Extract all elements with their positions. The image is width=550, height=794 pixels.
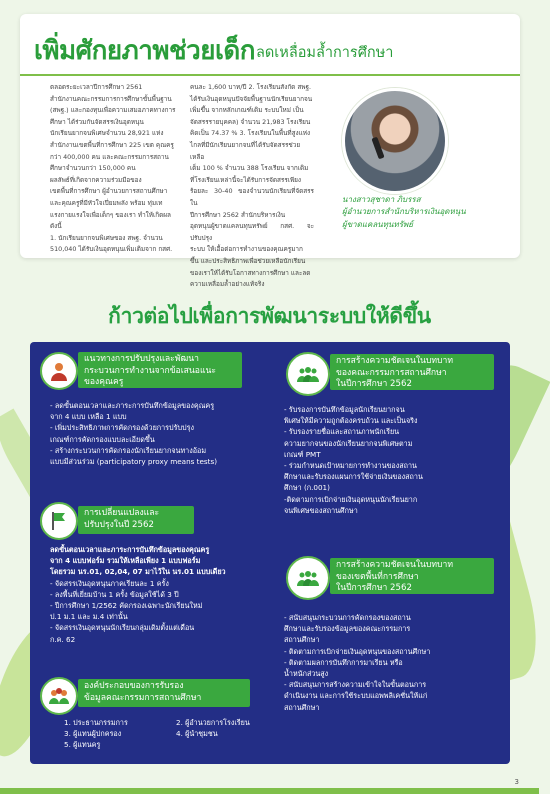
banner-line: ของเขตพื้นที่การศึกษา: [336, 571, 419, 582]
list-item: - จัดสรรเงินอุดหนุนภาคเรียนละ 1 ครั้ง: [50, 578, 169, 588]
committee-title: [78, 679, 250, 707]
banner-line: การเปลี่ยนแปลงและ: [84, 508, 160, 518]
list-item: ศึกษา (ก.001): [284, 483, 330, 493]
article-line: ศึกษาจำนวนกว่า 150,000 คน: [50, 164, 136, 173]
article-line: ปีการศึกษา 2562 สำนักบริหารเงิน: [190, 210, 286, 219]
list-item: - ติดตามการเบิกจ่ายเงินอุดหนุนของสถานศึกษา: [284, 646, 431, 656]
article-line: สำนักงานเขตพื้นที่การศึกษา 225 เขต คุณครู: [50, 140, 174, 149]
committee-list: [64, 717, 250, 751]
article-line: กว่า 400,000 คน และคณะกรรมการสถาน: [50, 152, 169, 161]
article-line: เพิ่มขึ้น จากหลักเกณฑ์เดิม ระบบใหม่ เป็น: [190, 106, 304, 115]
list-item: - สร้างกระบวนการคัดกรองนักเรียนยากจนทางอ้อม: [50, 445, 207, 455]
list-item: 3. ผู้แทนผู้ปกครอง 4. ผู้นำชุมชน: [64, 729, 218, 739]
list-item: - สนับสนุนการสร้างความเข้าใจในขั้นตอนการ: [284, 680, 427, 690]
banner-line: ข้อมูลคณะกรรมการสถานศึกษา: [84, 692, 202, 703]
list-item: - ปีการศึกษา 1/2562 คัดกรองเฉพาะนักเรียนใหม่: [50, 601, 203, 611]
list-item: แบบมีส่วนร่วม (participatory proxy means tests): [50, 457, 218, 467]
list-item: เกณฑ์การคัดกรองแบบละเอียดขึ้น: [50, 434, 155, 444]
banner-line: องค์ประกอบของการรับรอง: [84, 681, 184, 691]
banner-line: ในปีการศึกษา 2562: [336, 583, 412, 593]
article-line: 510,040 ได้รับเงินอุดหนุนเพิ่มเติมจาก กสศ.: [50, 245, 173, 254]
list-item: สถานศึกษา: [284, 635, 320, 645]
article-line: ของเราให้ได้รับโอกาสทางการศึกษา และลด: [190, 268, 311, 277]
article-column-2: [190, 82, 314, 291]
roles-committee-list: [284, 404, 423, 516]
article-card: [20, 14, 520, 289]
list-item: ดำเนินงาน และการใช้ระบบแอพพลิเคชั่นให้แก่: [284, 691, 428, 701]
article-line: คิดเป็น 74.37 % 3. โรงเรียนในพื้นที่สูงแห่ง: [190, 129, 311, 138]
banner-line: แนวทางการปรับปรุงและพัฒนา: [84, 354, 199, 364]
article-line: ดังนี้: [50, 222, 62, 231]
banner-line: ของคณะกรรมการสถานศึกษา: [336, 367, 447, 378]
article-column-1: [50, 82, 180, 256]
roles-area-list: [284, 612, 430, 713]
info-panel: [30, 342, 510, 764]
team-icon: [40, 677, 78, 715]
roles-area-title: [330, 558, 494, 594]
list-item: - ติดตามผลการบันทึกการมาเรียน หรือ: [284, 657, 403, 667]
list-item: 5. ผู้แทนครู: [64, 740, 101, 750]
banner-line: ของคุณครู: [84, 377, 124, 387]
article-line: นักเรียนยากจนพิเศษจำนวน 28,921 แห่ง: [50, 129, 164, 138]
article-line: ระบบ ให้เอื้อต่อการทำงานของคุณครูมาก: [190, 245, 303, 254]
section-title: ก้าวต่อไปเพื่อการพัฒนาระบบให้ดีขึ้น: [108, 304, 431, 328]
list-item: ความยากจนของนักเรียนยากจนพิเศษตาม: [284, 438, 413, 448]
page-title: เพิ่มศักยภาพช่วยเด็ก: [34, 36, 256, 66]
article-line: เต็ม 100 % จำนวน 388 โรงเรียน จากเดิม: [190, 164, 309, 173]
group-icon: [286, 556, 330, 600]
caption-role: ผู้อำนวยการสำนักบริหารเงินอุดหนุน: [342, 207, 466, 217]
list-item: จนพิเศษของสถานศึกษา: [284, 505, 358, 515]
list-item: - รับรองรายชื่อและสถานภาพนักเรียน: [284, 427, 400, 437]
list-item: 1. ประธานกรรมการ 2. ผู้อำนวยการโรงเรียน: [64, 718, 250, 727]
page-subtitle: ลดเหลื่อมล้ำการศึกษา: [256, 45, 394, 61]
article-line: จัดสรรรายบุคคล) จำนวน 21,983 โรงเรียน: [190, 117, 311, 126]
footer-bar: [0, 788, 539, 794]
banner-line: กระบวนการทำงานจากข้อเสนอแนะ: [84, 365, 216, 376]
article-line: ผลลัพธ์ที่เกิดจากความร่วมมือของ: [50, 175, 142, 184]
article-line: ไกลที่มีนักเรียนยากจนที่ได้รับจัดสรรช่วยเหลือ: [190, 140, 301, 161]
list-item: สถานศึกษา: [284, 702, 320, 712]
changes-list: [50, 544, 226, 645]
list-item: ก.ค. 62: [50, 634, 76, 644]
banner-line: การสร้างความชัดเจนในบทบาท: [336, 356, 453, 366]
teacher-icon: [40, 352, 78, 390]
portrait-caption: [342, 194, 512, 231]
list-item: ป.1 ม.1 และ ม.4 เท่านั้น: [50, 612, 128, 622]
page-number: 3: [514, 778, 519, 786]
article-line: ร้อยละ 30-40 ของจำนวนนักเรียนที่จัดสรรใน: [190, 187, 314, 207]
article-line: สำนักงานคณะกรรมการการศึกษาขั้นพื้นฐาน: [50, 94, 172, 103]
article-line: 1. นักเรียนยากจนพิเศษของ สพฐ. จำนวน: [50, 233, 163, 242]
list-item: -ติดตามการเบิกจ่ายเงินอุดหนุนนักเรียนยาก: [284, 494, 418, 504]
caption-name: นางสาวสุชาดา ภิบรรส: [342, 195, 421, 204]
article-line: อุดหนุนผู้ขาดแคลนทุนทรัพย์ กสศ. จะปรับปรุง: [190, 222, 314, 242]
article-line: ที่โรงเรียนเหล่านี้จะได้รับการจัดสรรเพียง: [190, 175, 302, 184]
list-item: - ร่วมกำหนดเป้าหมายการทำงานของสถาน: [284, 461, 417, 471]
flag-icon: [40, 502, 78, 540]
article-header: [20, 14, 520, 76]
list-item: เกณฑ์ PMT: [284, 449, 321, 459]
highlight-line: จาก 4 แบบฟอร์ม รวมให้เหลือเพียง 1 แบบฟอร์ม: [50, 556, 201, 566]
list-item: น้ำหนักส่วนสูง: [284, 669, 329, 679]
article-line: เขตพื้นที่การศึกษา ผู้อำนวยการสถานศึกษา: [50, 187, 168, 196]
article-line: ความเหลื่อมล้ำอย่างแท้จริง: [190, 280, 265, 289]
changes-title: [78, 506, 194, 534]
highlight-line: โดยรวม นร.01, 02,04, 07 มาไว้ใน นร.01 แบบเดียว: [50, 567, 226, 577]
list-item: ศึกษาและรับรองแผนการใช้จ่ายเงินของสถาน: [284, 472, 423, 482]
banner-line: ปรับปรุงในปี 2562: [84, 519, 154, 530]
list-item: พิเศษให้มีความถูกต้องครบถ้วน และเป็นจริง: [284, 416, 418, 426]
article-line: ได้รับเงินอุดหนุนปัจจัยพื้นฐานนักเรียนยากจน: [190, 94, 313, 103]
roles-committee-title: [330, 354, 494, 390]
caption-role: ผู้ขาดแคลนทุนทรัพย์: [342, 219, 413, 229]
highlight-line: ลดขั้นตอนเวลาและภาระการบันทึกข้อมูลของคุณครู: [50, 545, 210, 554]
list-item: - ลดขั้นตอนเวลาและภาระการบันทึกข้อมูลของคุณครู: [50, 401, 215, 410]
list-item: - ลงพื้นที่เยี่ยมบ้าน 1 ครั้ง ข้อมูลใช้ได้ 3 ปี: [50, 589, 179, 599]
list-item: - จัดสรรเงินอุดหนุนนักเรียนกลุ่มเดิมตั้งแต่เดือน: [50, 623, 195, 633]
guidelines-title: [78, 352, 242, 388]
guidelines-list: [50, 400, 217, 467]
article-line: แรงกายแรงใจเพื่อเด็กๆ ของเรา ทำให้เกิดผล: [50, 210, 171, 219]
article-line: ตลอดระยะเวลาปีการศึกษา 2561: [50, 83, 143, 91]
article-line: และคุณครูที่มีหัวใจเปี่ยมพลัง พร้อม ทุ่มเท: [50, 198, 163, 207]
list-item: - เพิ่มประสิทธิภาพการคัดกรองด้วยการปรับปรุง: [50, 423, 194, 433]
banner-line: ในปีการศึกษา 2562: [336, 379, 412, 389]
portrait-photo: [342, 88, 448, 194]
article-line: ศึกษา ได้ร่วมกันจัดสรรเงินอุดหนุน: [50, 117, 144, 126]
list-item: ศึกษาและรับรองข้อมูลของคณะกรรมการ: [284, 624, 411, 634]
list-item: - รับรองการบันทึกข้อมูลนักเรียนยากจน: [284, 405, 405, 414]
list-item: จาก 4 แบบ เหลือ 1 แบบ: [50, 412, 127, 422]
article-line: คนละ 1,600 บาท/ปี 2. โรงเรียนสังกัด สพฐ.: [190, 83, 312, 91]
list-item: - สนับสนุนกระบวนการคัดกรองของสถาน: [284, 613, 411, 622]
microphone-icon: [371, 137, 384, 160]
article-line: (สพฐ.) และกองทุนเพื่อความเสมอภาคทางการ: [50, 106, 176, 115]
article-line: ขึ้น และประสิทธิภาพเพื่อช่วยเหลือนักเรียน: [190, 256, 306, 265]
banner-line: การสร้างความชัดเจนในบทบาท: [336, 560, 453, 570]
group-icon: [286, 352, 330, 396]
